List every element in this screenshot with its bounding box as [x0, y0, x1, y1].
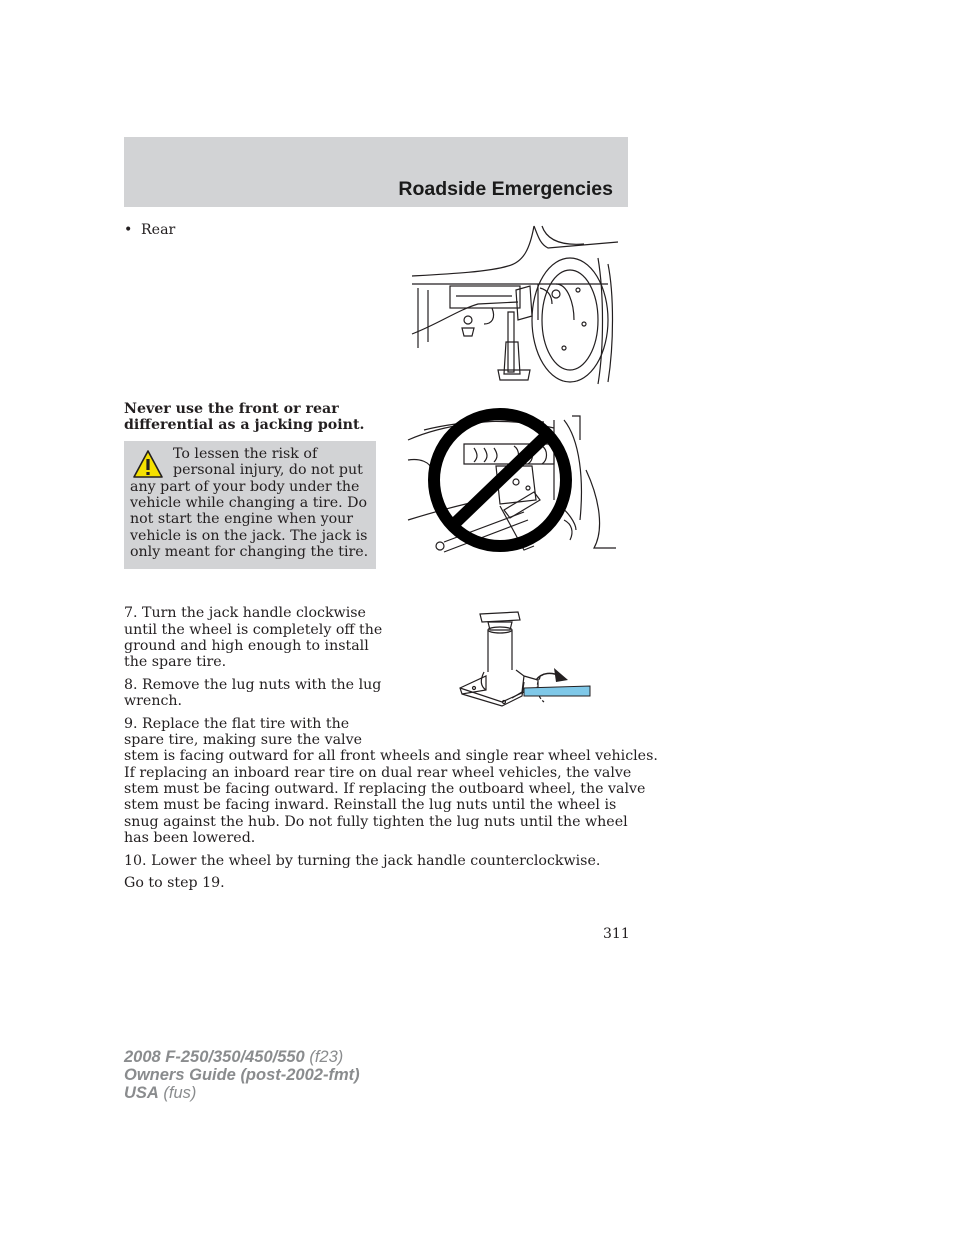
step-7-line: ground and high enough to install — [124, 638, 369, 654]
footer-line-1 — [124, 1048, 360, 1066]
step-8-line: wrench. — [124, 693, 183, 709]
step-9-line: snug against the hub. Do not fully tighten the lug nuts until the wheel — [124, 814, 628, 830]
step-9-line: spare tire, making sure the valve — [124, 732, 362, 748]
bullet-item — [124, 222, 175, 238]
warning-triangle-icon — [132, 449, 164, 479]
step-9-line: stem is facing outward for all front wheels and single rear wheel vehicles. — [124, 748, 658, 764]
warning-line: To lessen the risk of — [173, 446, 318, 462]
section-title: Roadside Emergencies — [398, 178, 613, 200]
footer-guide: Owners Guide (post-2002-fmt) — [124, 1066, 360, 1084]
document-footer — [124, 1048, 360, 1102]
section-header — [124, 137, 628, 207]
footer-line-3 — [124, 1084, 360, 1102]
footer-market-code: (fus) — [158, 1084, 197, 1102]
bullet-dot: • — [124, 222, 133, 238]
warning-line: vehicle while changing a tire. Do — [130, 495, 368, 511]
step-9-line: stem must be facing outward. If replacing the outboard wheel, the valve — [124, 781, 646, 797]
differential-note-line-1: Never use the front or rear — [124, 401, 339, 417]
no-differential-jacking-illustration — [404, 400, 618, 562]
warning-box — [124, 441, 376, 569]
footer-model: 2008 F-250/350/450/550 — [124, 1048, 305, 1066]
bullet-label: Rear — [141, 222, 176, 238]
warning-line: only meant for changing the tire. — [130, 544, 369, 560]
step-9-line: If replacing an inboard rear tire on dual rear wheel vehicles, the valve — [124, 765, 632, 781]
goto-step-text: Go to step 19. — [124, 875, 225, 891]
rear-jacking-illustration — [408, 224, 620, 386]
step-8-line: 8. Remove the lug nuts with the lug — [124, 677, 382, 693]
warning-line: vehicle is on the jack. The jack is — [130, 528, 368, 544]
step-10-text: 10. Lower the wheel by turning the jack handle counterclockwise. — [124, 853, 601, 869]
page-number: 311 — [603, 926, 630, 942]
jack-handle-illustration — [452, 610, 594, 712]
footer-line-2 — [124, 1066, 360, 1084]
footer-model-code: (f23) — [304, 1048, 344, 1066]
warning-line: not start the engine when your — [130, 511, 354, 527]
step-7-line: until the wheel is completely off the — [124, 622, 383, 638]
differential-note-line-2: differential as a jacking point. — [124, 417, 365, 433]
step-9-line: stem must be facing inward. Reinstall the lug nuts until the wheel is — [124, 797, 617, 813]
step-7-line: 7. Turn the jack handle clockwise — [124, 605, 366, 621]
warning-line: personal injury, do not put — [173, 462, 363, 478]
step-9-line: 9. Replace the flat tire with the — [124, 716, 350, 732]
step-9-line: has been lowered. — [124, 830, 256, 846]
warning-line: any part of your body under the — [130, 479, 360, 495]
step-7-line: the spare tire. — [124, 654, 227, 670]
footer-market: USA — [124, 1084, 159, 1102]
